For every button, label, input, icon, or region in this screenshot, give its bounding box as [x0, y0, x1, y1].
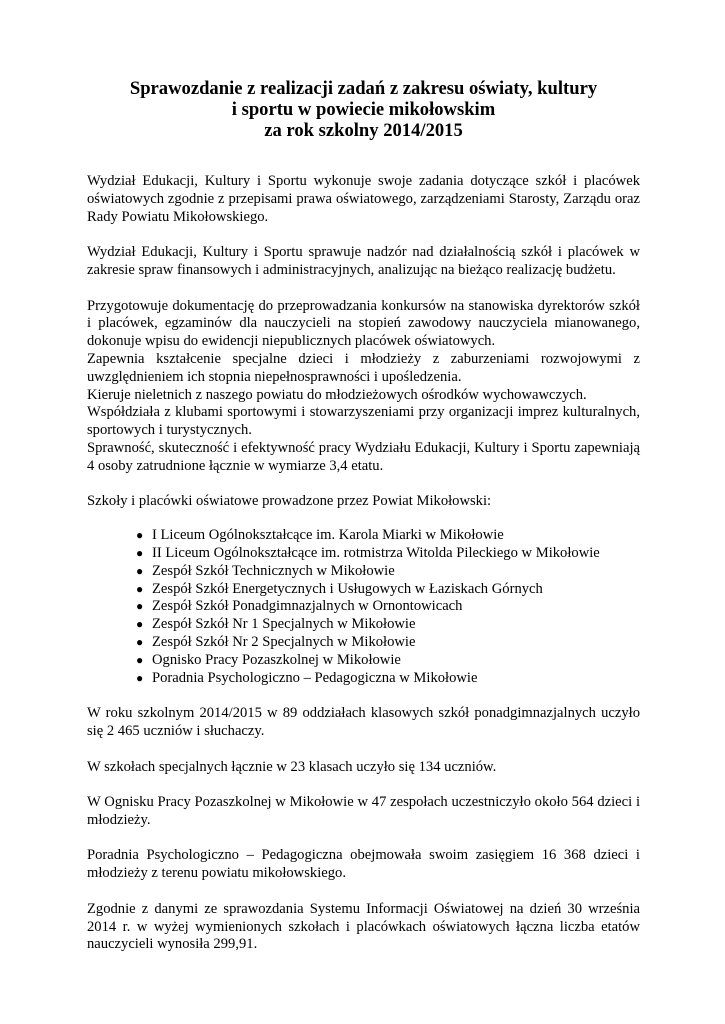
list-item: ● Ognisko Pracy Pozaszkolnej w Mikołowie — [136, 651, 401, 668]
bullet-icon: ● — [136, 528, 144, 543]
paragraph-teacher-posts: Zgodnie z danymi ze sprawozdania Systemu Informacji Oświatowej na dzień 30 września 2014 r. w wyżej wymienionych szkołach i placówkach oświatowych łączna liczba etatów nauczycieli wynosiła 299,91. — [87, 900, 640, 953]
list-item: ● I Liceum Ogólnokształcące im. Karola Miarki w Mikołowie — [136, 527, 504, 544]
list-item: ● Zespół Szkół Energetycznych i Usługowych w Łaziskach Górnych — [136, 580, 543, 597]
bullet-icon: ● — [136, 563, 144, 578]
document-title — [87, 78, 640, 141]
paragraph-special-education: Zapewnia kształcenie specjalne dzieci i młodzieży z zaburzeniami rozwojowymi z uwzględnieniem ich stopnia niepełnosprawności i upośledzenia. — [87, 350, 640, 385]
paragraph-schools-intro: Szkoły i placówki oświatowe prowadzone przez Powiat Mikołowski: — [87, 493, 492, 510]
bullet-icon: ● — [136, 634, 144, 649]
list-item: ● Zespół Szkół Technicznych w Mikołowie — [136, 562, 395, 579]
paragraph-cooperation: Współdziała z klubami sportowymi i stowarzyszeniami przy organizacji imprez kulturalnych, sportowych i turystycznych. — [87, 404, 640, 439]
document-page — [87, 78, 640, 954]
paragraph-juveniles: Kieruje nieletnich z naszego powiatu do młodzieżowych ośrodków wychowawczych. — [87, 386, 587, 403]
bullet-icon: ● — [136, 617, 144, 632]
paragraph-extracurricular: W Ognisku Pracy Pozaszkolnej w Mikołowie w 47 zespołach uczestniczyło około 564 dzieci i młodzieży. — [87, 794, 640, 828]
paragraph-documentation: Przygotowuje dokumentację do przeprowadzania konkursów na stanowiska dyrektorów szkół i placówek, egzaminów dla nauczycieli na stopień zawodowy nauczyciela mianowanego, dokonuje wpisu do ewidencji niepublicznych placówek oświatowych. — [87, 297, 640, 350]
list-item: ● Zespół Szkół Nr 1 Specjalnych w Mikołowie — [136, 616, 416, 633]
bullet-icon: ● — [136, 599, 144, 614]
list-item: ● II Liceum Ogólnokształcące im. rotmistrza Witolda Pileckiego w Mikołowie — [136, 544, 600, 561]
title-line-1: Sprawozdanie z realizacji zadań z zakresu oświaty, kultury — [129, 78, 598, 99]
title-line-3: za rok szkolny 2014/2015 — [264, 120, 463, 141]
paragraph-counselling: Poradnia Psychologiczno – Pedagogiczna obejmowała swoim zasięgiem 16 368 dzieci i młodzieży z terenu powiatu mikołowskiego. — [87, 847, 640, 882]
list-item: ● Poradnia Psychologiczno – Pedagogiczna w Mikołowie — [136, 669, 478, 686]
paragraph-staff: Sprawność, skuteczność i efektywność pracy Wydziału Edukacji, Kultury i Sportu zapewniają 4 osoby zatrudnione łącznie w wymiarze 3,4 etatu. — [87, 439, 640, 474]
paragraph-students-count: W roku szkolnym 2014/2015 w 89 oddziałach klasowych szkół ponadgimnazjalnych uczyło się 2 465 uczniów i słuchaczy. — [87, 705, 640, 739]
schools-list — [87, 527, 640, 687]
list-item: ● Zespół Szkół Nr 2 Specjalnych w Mikołowie — [136, 633, 416, 650]
bullet-icon: ● — [136, 652, 144, 667]
bullet-icon: ● — [136, 581, 144, 596]
bullet-icon: ● — [136, 670, 144, 685]
list-item: ● Zespół Szkół Ponadgimnazjalnych w Ornontowicach — [136, 598, 463, 615]
paragraph-duties: Wydział Edukacji, Kultury i Sportu wykonuje swoje zadania dotyczące szkół i placówek oświatowych zgodnie z przepisami prawa oświatowego, zarządzeniami Starosty, Zarządu oraz Rady Powiatu Mikołowskiego. — [87, 173, 640, 225]
paragraph-supervision: Wydział Edukacji, Kultury i Sportu sprawuje nadzór nad działalnością szkół i placówek w zakresie spraw finansowych i administracyjnych, analizując na bieżąco realizację budżetu. — [87, 244, 640, 278]
paragraph-special-schools: W szkołach specjalnych łącznie w 23 klasach uczyło się 134 uczniów. — [87, 758, 497, 775]
bullet-icon: ● — [136, 545, 144, 560]
title-line-2: i sportu w powiecie mikołowskim — [231, 99, 496, 120]
